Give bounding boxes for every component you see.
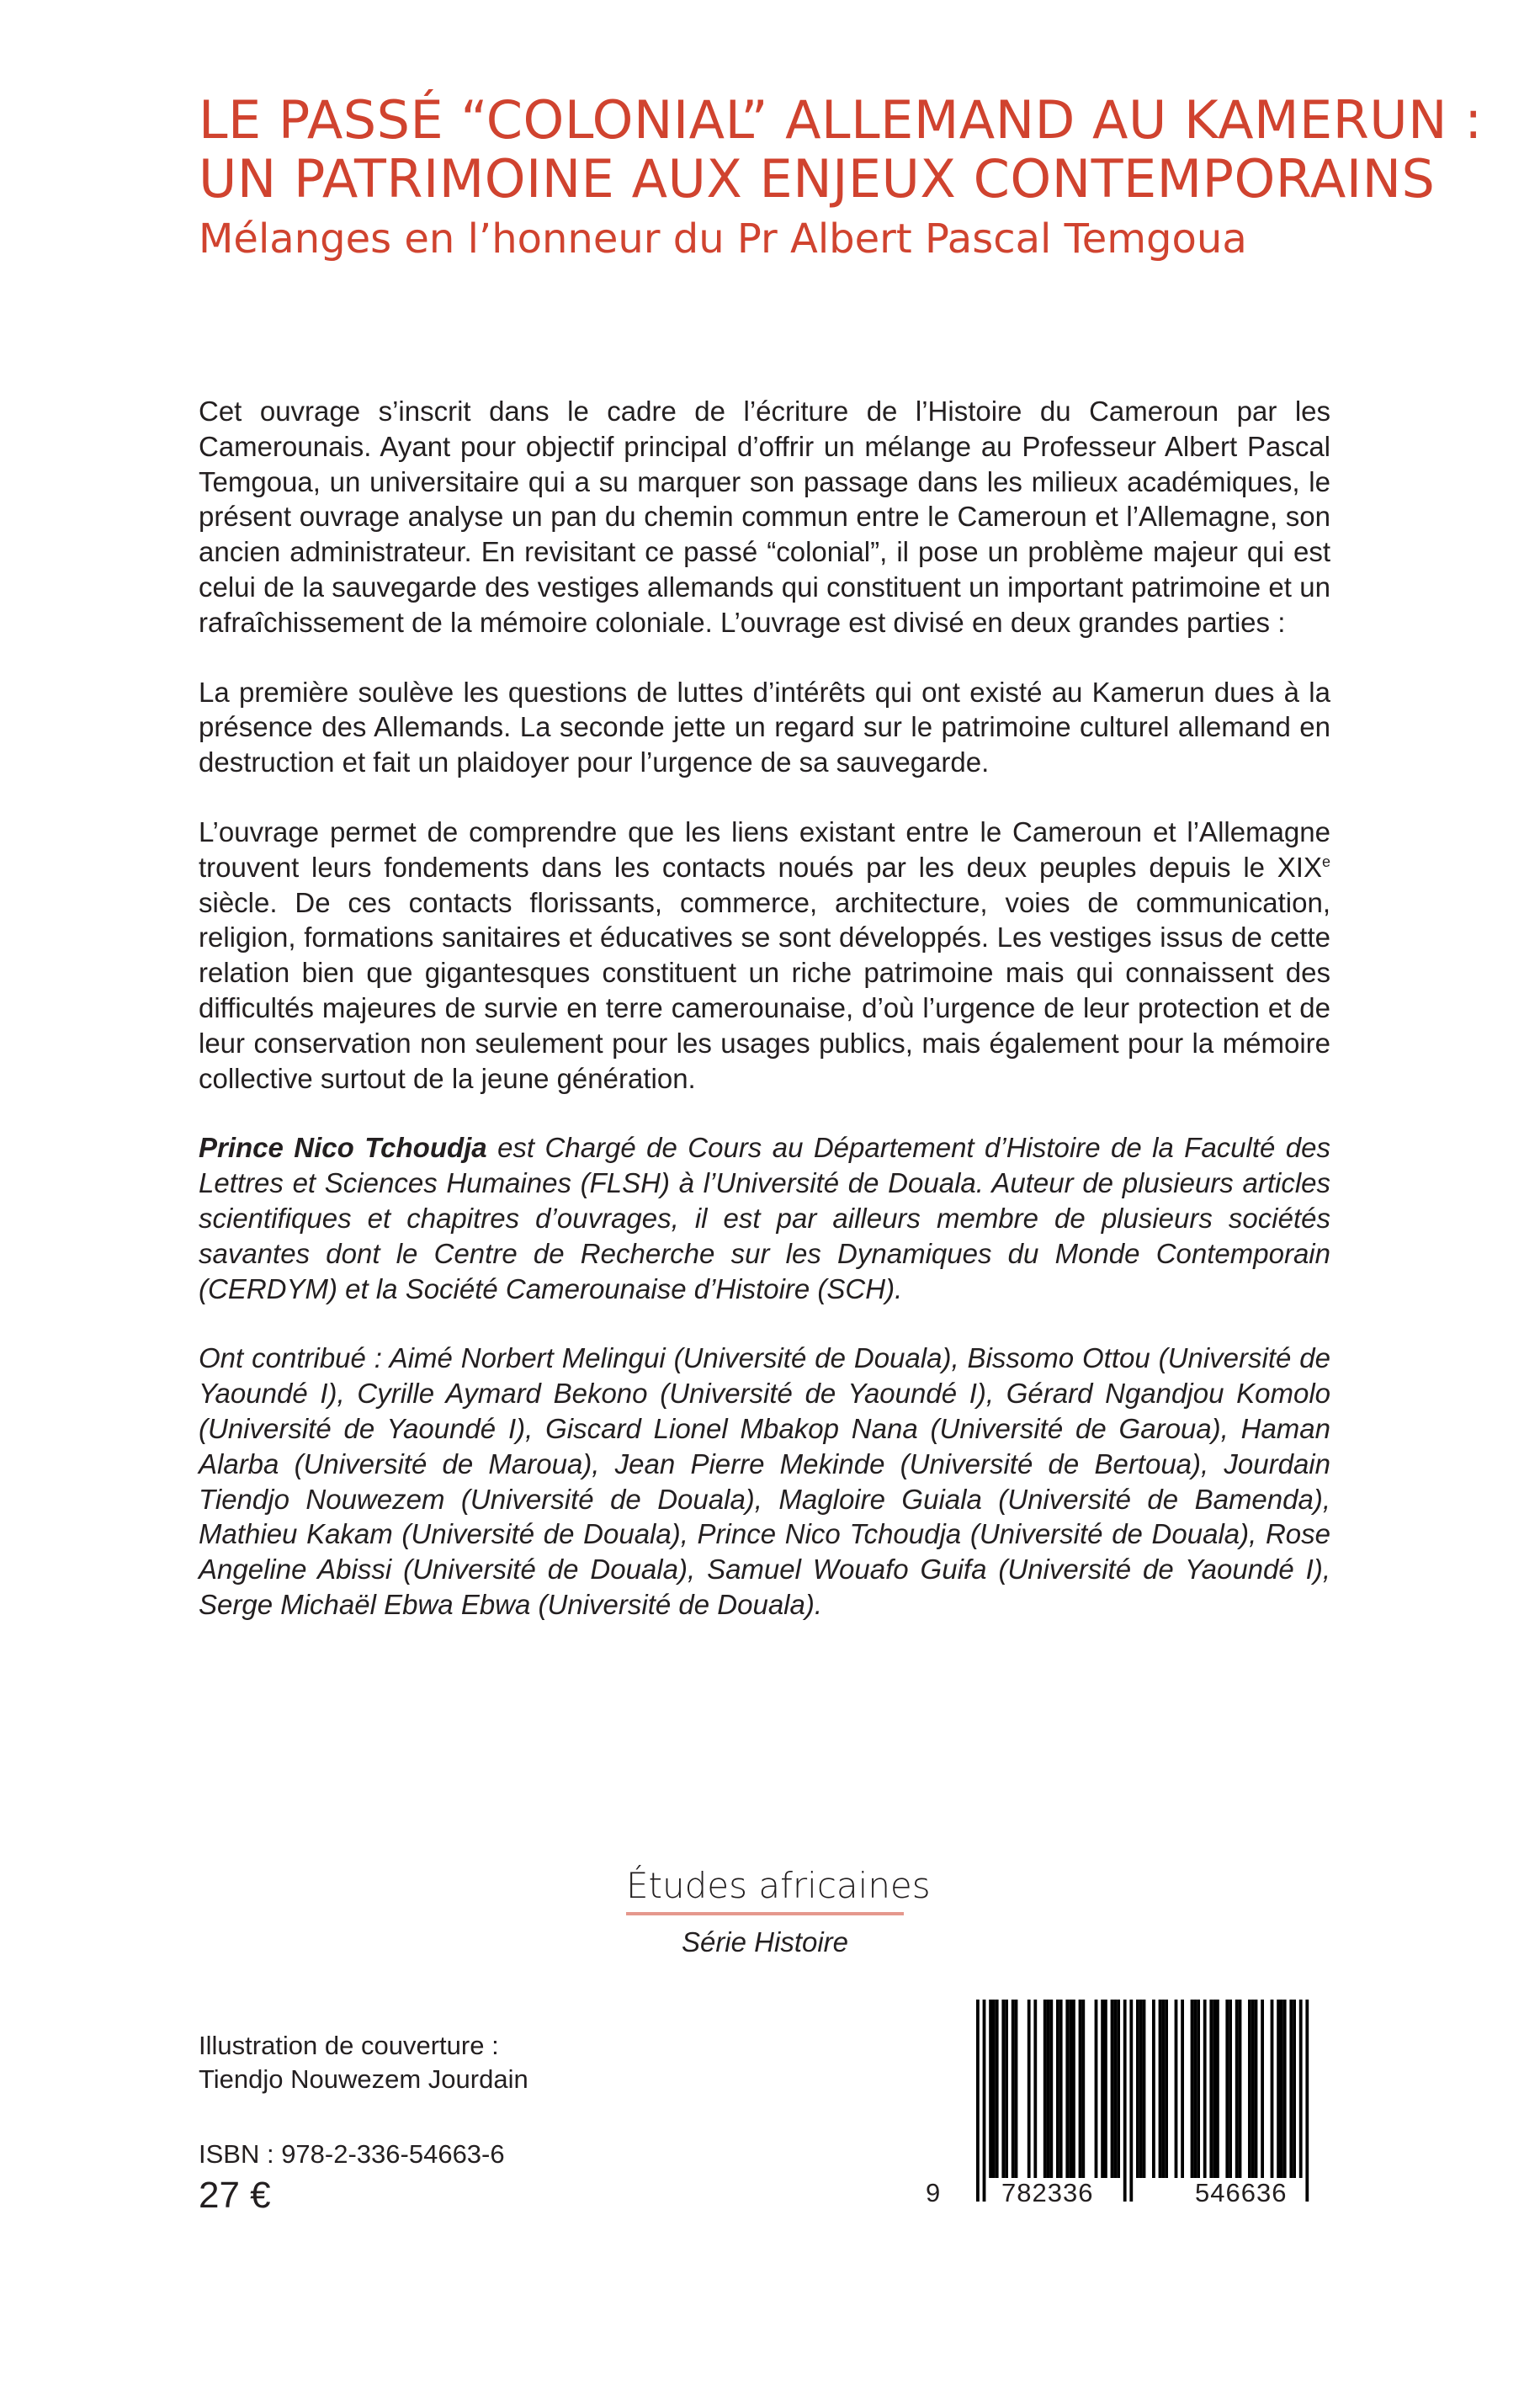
barcode-bar xyxy=(1111,2000,1114,2178)
barcode-bar xyxy=(1136,2000,1139,2178)
barcode-bar xyxy=(1239,2000,1242,2178)
barcode-bar xyxy=(1028,2000,1031,2178)
barcode-bar xyxy=(983,2000,986,2202)
barcode-bar xyxy=(1248,2000,1251,2178)
barcode-bar xyxy=(1161,2000,1165,2178)
barcode-bar xyxy=(1049,2000,1053,2178)
barcode-bar xyxy=(1261,2000,1264,2178)
barcode-bar xyxy=(1305,2000,1309,2202)
barcode-bar xyxy=(1101,2000,1104,2178)
barcode xyxy=(926,2000,1363,2227)
back-cover-text xyxy=(199,394,1330,1657)
barcode-bar xyxy=(1193,2000,1197,2178)
barcode-bars xyxy=(926,2000,1363,2227)
barcode-bar xyxy=(1069,2000,1072,2178)
barcode-bar xyxy=(1299,2000,1303,2178)
barcode-bar xyxy=(1129,2000,1133,2202)
barcode-bar xyxy=(992,2000,996,2178)
contributors-paragraph: Ont contribué : Aimé Norbert Melingui (Université de Douala), Bissomo Ottou (Université de Yaoundé I), Cyrille Aymard Bekono (Université de Yaoundé I), Gérard Ngandjou Komolo (Université de Yaoundé I), Giscard Lionel Mbakop Nana (Université de Garoua), Haman Alarba (Université de Maroua), Jean Pierre Mekinde (Université de Bertoua), Jourdain Tiendjo Nouwezem (Université de Douala), Magloire Guiala (Université de Bamenda), Mathieu Kakam (Université de Douala), Prince Nico Tchoudja (Université de Douala), Rose Angeline Abissi (Université de Douala), Samuel Wouafo Guifa (Université de Yaoundé I), Serge Michaël Ebwa Ebwa (Université de Douala). xyxy=(199,1342,1330,1620)
barcode-bar xyxy=(1123,2000,1127,2202)
barcode-digit-first: 9 xyxy=(926,2178,942,2207)
barcode-bar xyxy=(1047,2000,1050,2178)
barcode-bar xyxy=(1065,2000,1069,2178)
barcode-bar xyxy=(1033,2000,1037,2178)
barcode-bar xyxy=(1117,2000,1120,2178)
barcode-bar xyxy=(976,2000,980,2202)
title-block xyxy=(199,89,1483,264)
barcode-bar xyxy=(1001,2000,1005,2178)
paragraph-3-start: L’ouvrage permet de comprendre que les liens existant entre le Cameroun et l’Allemagne trouvent leurs fondements dans les contacts noués par les deux peuples depuis le XIX xyxy=(199,815,1330,883)
barcode-bar xyxy=(1175,2000,1178,2178)
series-block xyxy=(626,1865,931,1959)
barcode-bar xyxy=(1012,2000,1015,2178)
series-name: Études africaines xyxy=(626,1865,931,1906)
barcode-bar xyxy=(1095,2000,1098,2178)
illustrator-name: Tiendjo Nouwezem Jourdain xyxy=(199,2064,528,2094)
price: 27 € xyxy=(199,2175,271,2216)
paragraph-3-end: siècle. De ces contacts florissants, commerce, architecture, voies de communication, religion, formations sanitaires et éducatives se sont développés. Les vestiges issus de cette relation bien que gigantesques constituent un riche patrimoine mais qui connaissent des difficultés majeures de survie en terre camerounaise, d’où l’urgence de leur protection et de leur conservation non seulement pour les usages publics, mais également pour la mémoire collective surtout de la jeune génération. xyxy=(199,886,1330,1094)
barcode-bar xyxy=(1139,2000,1143,2178)
cover-credits xyxy=(199,2029,528,2096)
barcode-bar xyxy=(1043,2000,1047,2178)
series-divider xyxy=(626,1912,904,1915)
barcode-bar xyxy=(1225,2000,1229,2178)
barcode-bar xyxy=(1203,2000,1207,2178)
barcode-bar xyxy=(1079,2000,1082,2178)
barcode-bar xyxy=(1293,2000,1296,2178)
barcode-bar xyxy=(1271,2000,1274,2178)
barcode-bar xyxy=(1289,2000,1293,2178)
barcode-bar xyxy=(1152,2000,1155,2178)
author-name: Prince Nico Tchoudja xyxy=(199,1132,487,1164)
barcode-bar xyxy=(1081,2000,1085,2178)
barcode-bar xyxy=(1213,2000,1216,2178)
barcode-bar xyxy=(996,2000,999,2178)
barcode-bar xyxy=(1216,2000,1219,2178)
barcode-digits-right: 546636 xyxy=(1195,2178,1288,2207)
author-bio: est Chargé de Cours au Département d’Histoire de la Faculté des Lettres et Sciences Humaines (FLSH) à l’Université de Douala. Auteur de plusieurs articles scientifiques et chapitres d’ouvrages, il est par ailleurs membre de plusieurs sociétés savantes dont le Centre de Recherche sur les Dynamiques du Monde Contemporain (CERDYM) et la Société Camerounaise d’Histoire (SCH). xyxy=(199,1132,1331,1304)
barcode-bar xyxy=(1113,2000,1117,2178)
isbn: ISBN : 978-2-336-54663-6 xyxy=(199,2139,505,2169)
century-superscript: e xyxy=(1321,853,1330,870)
barcode-bar xyxy=(1159,2000,1162,2178)
barcode-bar xyxy=(1015,2000,1018,2178)
summary-paragraph-3 xyxy=(199,815,1330,1096)
author-bio-paragraph xyxy=(199,1130,1330,1306)
barcode-bar xyxy=(1072,2000,1075,2178)
barcode-bar xyxy=(1005,2000,1008,2178)
barcode-bar xyxy=(1235,2000,1239,2178)
illustration-label: Illustration de couverture : xyxy=(199,2031,499,2060)
barcode-bar xyxy=(1181,2000,1184,2178)
book-title-line-1: LE PASSÉ “COLONIAL” ALLEMAND AU KAMERUN : xyxy=(199,89,1483,151)
barcode-bar xyxy=(1280,2000,1283,2178)
barcode-bar xyxy=(1165,2000,1168,2178)
barcode-bar xyxy=(1104,2000,1107,2178)
barcode-bar xyxy=(1277,2000,1280,2178)
barcode-bar xyxy=(1056,2000,1059,2178)
summary-paragraph-2: La première soulève les questions de luttes d’intérêts qui ont existé au Kamerun dues à la présence des Allemands. La seconde jette un regard sur le patrimoine culturel allemand en destruction et fait un plaidoyer pour l’urgence de sa sauvegarde. xyxy=(199,676,1330,778)
barcode-bar xyxy=(1143,2000,1146,2178)
barcode-bar xyxy=(1209,2000,1213,2178)
series-subtitle: Série Histoire xyxy=(681,1926,849,1957)
barcode-digits-left: 782336 xyxy=(1001,2178,1094,2207)
book-subtitle: Mélanges en l’honneur du Pr Albert Pascal Temgoua xyxy=(199,215,1247,263)
barcode-bar xyxy=(1251,2000,1255,2178)
barcode-bar xyxy=(1229,2000,1232,2178)
barcode-bar xyxy=(1059,2000,1063,2178)
summary-paragraph-1: Cet ouvrage s’inscrit dans le cadre de l’écriture de l’Histoire du Cameroun par les Camerounais. Ayant pour objectif principal d’offrir un mélange au Professeur Albert Pascal Temgoua, un universitaire qui a su marquer son passage dans les milieux académiques, le présent ouvrage analyse un pan du chemin commun entre le Cameroun et l’Allemagne, son ancien administrateur. En revisitant ce passé “colonial”, il pose un problème majeur qui est celui de la sauvegarde des vestiges allemands qui constituent un important patrimoine et un rafraîchissement de la mémoire coloniale. L’ouvrage est divisé en deux grandes parties : xyxy=(199,396,1330,638)
barcode-bar xyxy=(1197,2000,1200,2178)
book-title-line-2: UN PATRIMOINE AUX ENJEUX CONTEMPORAINS xyxy=(199,148,1436,210)
barcode-bar xyxy=(1283,2000,1287,2178)
barcode-bar xyxy=(1255,2000,1258,2178)
barcode-bar xyxy=(1191,2000,1194,2178)
barcode-bar xyxy=(989,2000,992,2178)
